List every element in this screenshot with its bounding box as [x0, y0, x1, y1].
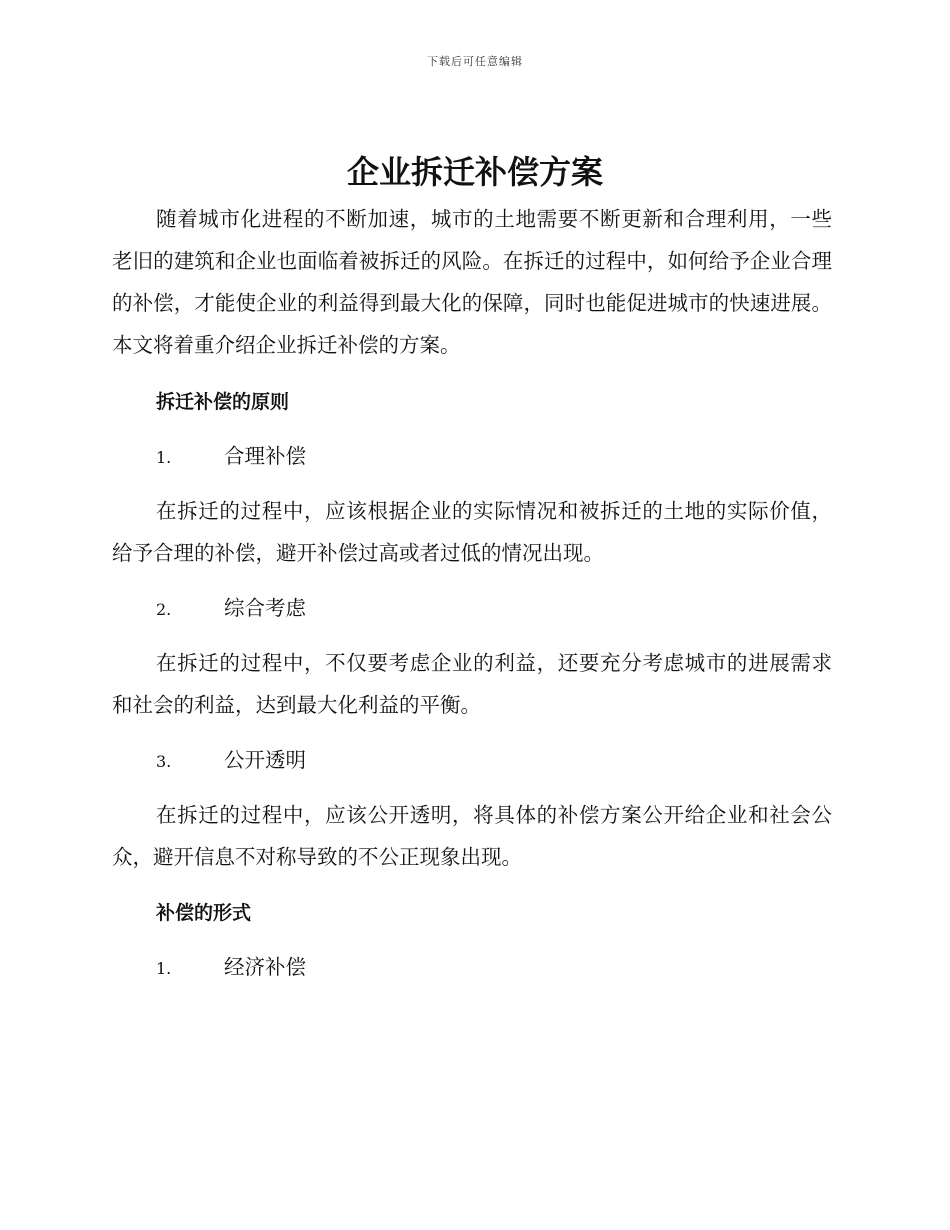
section-heading-principles: 拆迁补偿的原则 [156, 391, 290, 413]
list-number: 3. [156, 752, 172, 771]
list-item-principle-3 [156, 745, 306, 777]
intro-paragraph: 随着城市化进程的不断加速，城市的土地需要不断更新和合理利用，一些老旧的建筑和企业也面临着被拆迁的风险。在拆迁的过程中，如何给予企业合理的补偿，才能使企业的利益得到最大化的保障，同时也能促进城市的快速进展。本文将着重介绍企业拆迁补偿的方案。 [112, 207, 832, 357]
principle-2-body: 在拆迁的过程中，不仅要考虑企业的利益，还要充分考虑城市的进展需求和社会的利益，达到最大化利益的平衡。 [112, 651, 832, 717]
page-header: 下载后可任意编辑 [427, 55, 523, 68]
section-heading-forms: 补偿的形式 [156, 902, 252, 924]
list-number: 2. [156, 600, 172, 619]
list-item-principle-2 [156, 593, 306, 625]
list-label: 综合考虑 [224, 596, 306, 620]
principle-3-body: 在拆迁的过程中，应该公开透明，将具体的补偿方案公开给企业和社会公众，避开信息不对称导致的不公正现象出现。 [112, 803, 832, 869]
document-title: 企业拆迁补偿方案 [346, 153, 603, 191]
list-item-principle-1 [156, 441, 306, 473]
list-item-form-1 [156, 952, 306, 984]
list-label: 公开透明 [224, 748, 306, 772]
list-number: 1. [156, 959, 172, 978]
list-label: 合理补偿 [224, 444, 306, 468]
principle-1-body: 在拆迁的过程中，应该根据企业的实际情况和被拆迁的土地的实际价值，给予合理的补偿，避开补偿过高或者过低的情况出现。 [112, 499, 832, 565]
list-label: 经济补偿 [224, 955, 306, 979]
list-number: 1. [156, 448, 172, 467]
